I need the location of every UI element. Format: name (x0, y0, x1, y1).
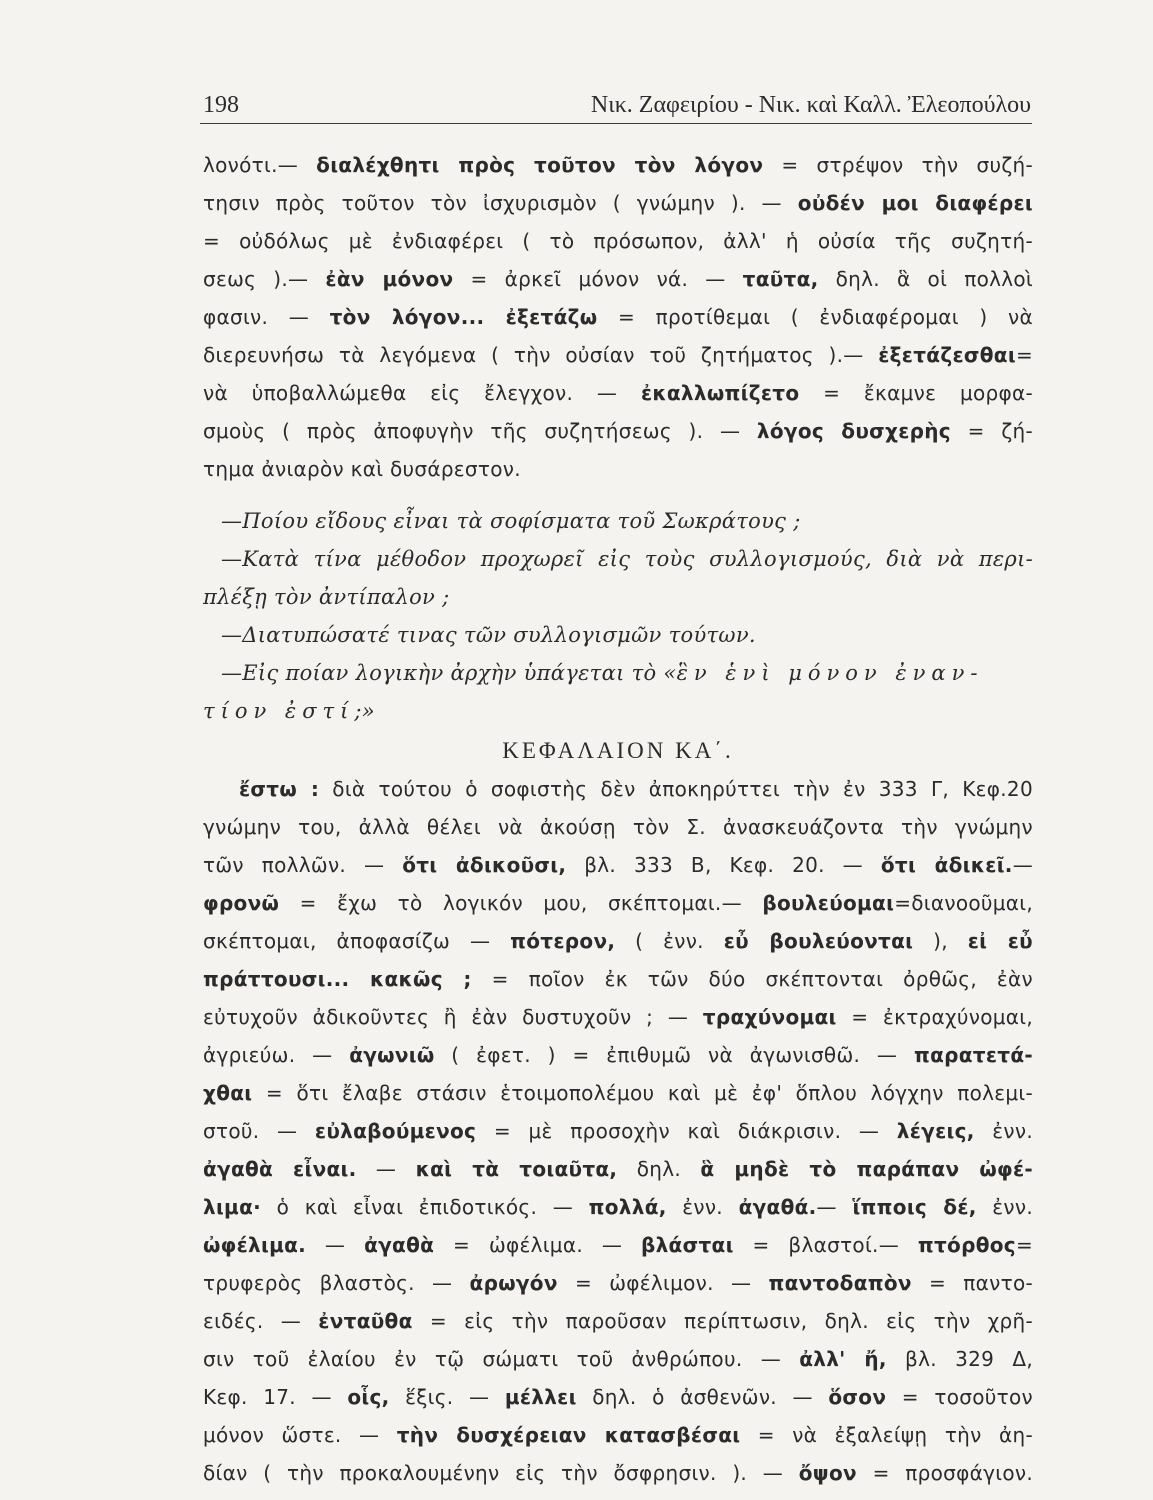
text-line (203, 412, 1033, 450)
lemma: εὖ βουλεύονται (723, 929, 914, 953)
lemma: βλάσται (640, 1233, 734, 1257)
gloss-text: διερευνήσω τὰ λεγόμενα ( τὴν οὐσίαν τοῦ ζητήματος ).— (203, 343, 879, 367)
question-line (203, 654, 1033, 692)
gloss-text: Κεφ. 17. — (203, 1385, 348, 1409)
lemma: ὅτι ἀδικεῖ. (880, 853, 1013, 877)
gloss-text: σιν τοῦ ἐλαίου ἐν τῷ σώματι τοῦ ἀνθρώπου. — (203, 1347, 800, 1371)
gloss-text: στοῦ. — (203, 1119, 315, 1143)
lemma: φρονῶ (203, 891, 280, 915)
lemma: τὸν λόγον... ἐξετάζω (329, 305, 598, 329)
gloss-text: = εἰς τὴν παροῦσαν περίπτωσιν, δηλ. εἰς τὴν χρῆ- (412, 1309, 1033, 1333)
text-line (203, 1264, 1033, 1302)
text-line (203, 1454, 1033, 1492)
gloss-text: λονότι.— (203, 153, 317, 177)
gloss-text: ἐνν. (976, 1195, 1033, 1219)
gloss-text: δίαν ( τὴν προκαλουμένην εἰς τὴν ὄσφρησιν. ). — (203, 1461, 799, 1485)
question-line: —Ποίου εἴδους εἶναι τὰ σοφίσματα τοῦ Σωκράτους ; (221, 509, 801, 533)
gloss-text: =διανοοῦμαι, (894, 891, 1033, 915)
text-line (203, 1340, 1033, 1378)
gloss-text: = μὲ προσοχὴν καὶ διάκρισιν. — (476, 1119, 897, 1143)
page-number: 198 (203, 92, 239, 118)
gloss-text: ), (913, 929, 968, 953)
lemma: ἐὰν μόνον (325, 267, 454, 291)
lemma: ἐνταῦθα (318, 1309, 413, 1333)
page-body (203, 146, 1033, 1492)
gloss-text: δηλ. ὁ ἀσθενῶν. — (576, 1385, 829, 1409)
glossary-paragraph-1 (203, 146, 1033, 488)
gloss-text: ὁ καὶ εἶναι ἐπιδοτικός. — (261, 1195, 589, 1219)
lemma: βουλεύομαι (762, 891, 895, 915)
gloss-text: = ἐκτραχύνομαι, (836, 1005, 1033, 1029)
study-questions (203, 502, 1033, 730)
text-line (203, 222, 1033, 260)
question-line: —Κατὰ τίνα μέθοδον προχωρεῖ εἰς τοὺς συλλογισμούς, διὰ νὰ περι- (221, 547, 1033, 571)
lemma: λιμα· (203, 1195, 262, 1219)
text-line (203, 374, 1033, 412)
gloss-text: μόνον ὥστε. — (203, 1423, 397, 1447)
gloss-text: = ζή- (950, 419, 1033, 443)
gloss-text: = ἔχω τὸ λογικόν μου, σκέπτομαι.— (279, 891, 763, 915)
lemma: ὄψον (798, 1461, 857, 1485)
text-line (203, 298, 1033, 336)
lemma: μέλλει (504, 1385, 577, 1409)
gloss-text: = (1015, 343, 1033, 367)
lemma: ὅσον (828, 1385, 887, 1409)
gloss-text: διὰ τούτου ὁ σοφιστὴς δὲν ἀποκηρύττει τὴν ἐν 333 Γ, Κεφ.20 (319, 777, 1033, 801)
text-line (203, 260, 1033, 298)
lemma: οἷς, (347, 1385, 390, 1409)
gloss-text: = (1015, 1233, 1033, 1257)
gloss-text: γνώμην του, ἀλλὰ θέλει νὰ ἀκούσῃ τὸν Σ. ἀνασκευάζοντα τὴν γνώμην (203, 815, 1033, 839)
gloss-text: ἐνν. (974, 1119, 1033, 1143)
question-line (203, 692, 1033, 730)
text-line (203, 1416, 1033, 1454)
lemma: ταῦτα, (742, 267, 819, 291)
gloss-text: = ποῖον ἐκ τῶν δύο σκέπτονται ὀρθῶς, ἐὰν (471, 967, 1033, 991)
header-rule (200, 123, 1032, 124)
lemma: καὶ τὰ τοιαῦτα, (415, 1157, 618, 1181)
gloss-text: σκέπτομαι, ἀποφασίζω — (203, 929, 511, 953)
gloss-text: εὐτυχοῦν ἀδικοῦντες ἢ ἐὰν δυστυχοῦν ; — (203, 1005, 703, 1029)
text-line (203, 1074, 1033, 1112)
gloss-text: βλ. 333 Β, Κεφ. 20. — (566, 853, 881, 877)
gloss-text: τησιν πρὸς τοῦτον τὸν ἰσχυρισμὸν ( γνώμην ). — (203, 191, 798, 215)
gloss-text: = νὰ ἐξαλείψῃ τὴν ἀη- (740, 1423, 1033, 1447)
gloss-text: τρυφερὸς βλαστὸς. — (203, 1271, 470, 1295)
text-line (203, 146, 1033, 184)
gloss-text: σεως ).— (203, 267, 326, 291)
lemma: εὐλαβούμενος (314, 1119, 477, 1143)
text-line (203, 846, 1033, 884)
lemma: διαλέχθητι πρὸς τοῦτον τὸν λόγον (316, 153, 764, 177)
gloss-text: = προσφάγιον. (856, 1461, 1033, 1485)
text-line (203, 998, 1033, 1036)
lemma: ἀγαθὰ (364, 1233, 435, 1257)
text-line (203, 922, 1033, 960)
gloss-text: — (306, 1233, 365, 1257)
lemma: τὴν δυσχέρειαν κατασβέσαι (396, 1423, 741, 1447)
running-title: Νικ. Ζαφειρίου - Νικ. καὶ Καλλ. Ἐλεοπούλου (590, 92, 1031, 118)
lemma: παντοδαπὸν (768, 1271, 912, 1295)
gloss-text: = ὠφέλιμον. — (557, 1271, 769, 1295)
lemma: πτόρθος (917, 1233, 1016, 1257)
lemma: ἵπποις δέ, (852, 1195, 977, 1219)
gloss-text: δηλ. ἃ οἱ πολλοὶ (818, 267, 1033, 291)
text-line (203, 1302, 1033, 1340)
gloss-text: = τοσοῦτον (886, 1385, 1033, 1409)
gloss-text: ειδές. — (203, 1309, 319, 1333)
gloss-text: σμοὺς ( πρὸς ἀποφυγὴν τῆς συζητήσεως ). — (203, 419, 757, 443)
text-line (203, 884, 1033, 922)
gloss-text: = προτίθεμαι ( ἐνδιαφέρομαι ) νὰ (597, 305, 1033, 329)
lemma: ἀγαθά. (738, 1195, 817, 1219)
gloss-text: = στρέψον τὴν συζή- (763, 153, 1033, 177)
gloss-text: — (1012, 853, 1033, 877)
lemma: λόγος δυσχερὴς (756, 419, 951, 443)
lemma: χθαι (203, 1081, 253, 1105)
page-header (203, 88, 1031, 122)
gloss-text: = βλαστοί.— (733, 1233, 918, 1257)
gloss-text: τημα ἀνιαρὸν καὶ δυσάρεστον. (203, 457, 521, 481)
gloss-text: = ἔκαμνε μορφα- (799, 381, 1033, 405)
text-line (203, 960, 1033, 998)
chapter-title: ΚΕΦΑΛΑΙΟΝ ΚΑ΄. (502, 738, 734, 763)
lemma: ἀγαθὰ εἶναι. (203, 1157, 357, 1181)
gloss-text: — (816, 1195, 853, 1219)
gloss-text: ( ἐφετ. ) = ἐπιθυμῶ νὰ ἀγωνισθῶ. — (434, 1043, 914, 1067)
lemma: ὅτι ἀδικοῦσι, (402, 853, 567, 877)
lemma: παρατετά- (913, 1043, 1033, 1067)
lemma: ἀρωγόν (469, 1271, 558, 1295)
lemma: οὐδέν μοι διαφέρει (797, 191, 1033, 215)
lemma: ἐξετάζεσθαι (878, 343, 1016, 367)
question-text: ;» (354, 699, 375, 723)
text-line (203, 1150, 1033, 1188)
question-line: —Διατυπώσατέ τινας τῶν συλλογισμῶν τούτων. (221, 623, 756, 647)
text-line (203, 336, 1033, 374)
text-line (203, 1112, 1033, 1150)
gloss-text: δηλ. (617, 1157, 701, 1181)
gloss-text: νὰ ὑποβαλλώμεθα εἰς ἔλεγχον. — (203, 381, 641, 405)
lemma: ἐκαλλωπίζετο (640, 381, 800, 405)
gloss-text: = παντο- (911, 1271, 1033, 1295)
text-line (203, 770, 1033, 808)
text-line (203, 1378, 1033, 1416)
question-line: πλέξῃ τὸν ἀντίπαλον ; (203, 585, 450, 609)
text-line (203, 1188, 1033, 1226)
text-line (203, 450, 1033, 488)
gloss-text: ἐνν. (666, 1195, 739, 1219)
text-line (203, 1226, 1033, 1264)
glossary-paragraph-2 (203, 770, 1033, 1492)
gloss-text: ἀγριεύω. — (203, 1043, 350, 1067)
lemma: εἰ εὖ (967, 929, 1033, 953)
gloss-text: = ἀρκεῖ μόνον νά. — (453, 267, 743, 291)
quoted-principle: τίον ἐστί (203, 699, 355, 723)
lemma: πότερον, (510, 929, 616, 953)
lemma: ὠφέλιμα. (203, 1233, 307, 1257)
lemma: λέγεις, (896, 1119, 975, 1143)
lemma: ἀγωνιῶ (349, 1043, 435, 1067)
gloss-text: = οὐδόλως μὲ ἐνδιαφέρει ( τὸ πρόσωπον, ἀλλ' ἡ οὐσία τῆς συζητή- (203, 229, 1033, 253)
lemma: πολλά, (588, 1195, 667, 1219)
gloss-text: τῶν πολλῶν. — (203, 853, 403, 877)
text-line (203, 1036, 1033, 1074)
gloss-text: βλ. 329 Δ, (886, 1347, 1033, 1371)
quoted-principle: ἓν ἑνὶ μόνον ἐναν- (676, 661, 984, 685)
gloss-text: = ὠφέλιμα. — (434, 1233, 641, 1257)
gloss-text: = ὅτι ἔλαβε στάσιν ἑτοιμοπολέμου καὶ μὲ ἐφ' ὅπλου λόγχην πολεμι- (252, 1081, 1033, 1105)
lemma: τραχύνομαι (702, 1005, 837, 1029)
gloss-text: φασιν. — (203, 305, 330, 329)
lemma: ἀλλ' ἤ, (799, 1347, 887, 1371)
question-text: —Εἰς ποίαν λογικὴν ἀρχὴν ὑπάγεται τὸ « (221, 661, 677, 685)
text-line (203, 184, 1033, 222)
lemma: ἔστω : (239, 777, 320, 801)
gloss-text: — (356, 1157, 416, 1181)
text-line (203, 808, 1033, 846)
lemma: ἃ μηδὲ τὸ παράπαν ὠφέ- (700, 1157, 1033, 1181)
gloss-text: ἕξις. — (389, 1385, 505, 1409)
gloss-text: ( ἐνν. (615, 929, 724, 953)
lemma: πράττουσι... κακῶς ; (203, 967, 472, 991)
